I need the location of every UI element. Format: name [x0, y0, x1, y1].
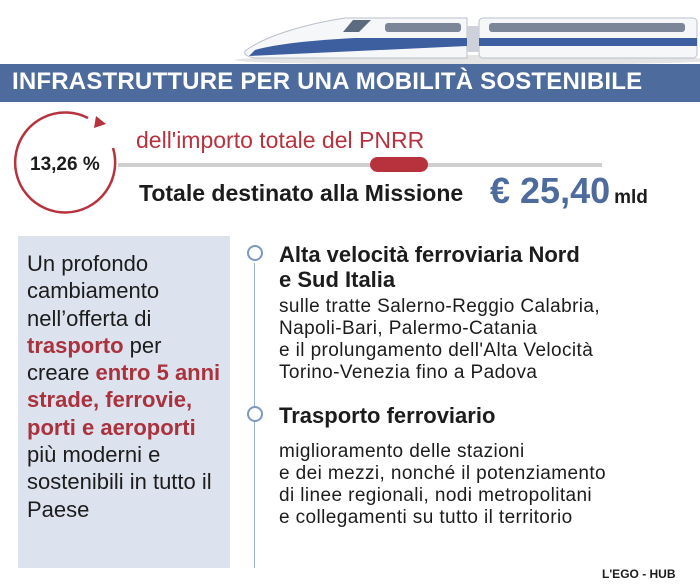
intro-segment: Un profondo cambiamento nell’offerta di	[27, 251, 160, 331]
item-title-line: Trasporto ferroviario	[279, 403, 496, 428]
progress-track	[118, 163, 602, 167]
train-illustration	[235, 6, 700, 66]
timeline-dot-icon	[247, 406, 263, 422]
intro-segment: per creare	[27, 332, 162, 386]
intro-text	[27, 250, 227, 523]
total-amount: € 25,40	[490, 170, 611, 211]
item-title-high-speed	[279, 242, 580, 292]
item-desc-line: miglioramento delle stazioni	[279, 441, 525, 462]
intro-highlight: trasporto	[27, 332, 124, 358]
item-desc-high-speed	[279, 296, 600, 384]
item-desc-line: e dei mezzi, nonché il potenziamento	[279, 463, 607, 484]
total-value	[490, 170, 648, 212]
progress-marker	[370, 157, 428, 172]
share-percent: 13,26 %	[30, 154, 100, 175]
item-desc-line: sulle tratte Salerno-Reggio Calabria,	[279, 296, 601, 317]
item-desc-line: Napoli-Bari, Palermo-Catania	[279, 318, 538, 339]
share-label: dell'importo totale del PNRR	[136, 127, 425, 153]
item-title-line: e Sud Italia	[279, 267, 396, 292]
item-desc-line: Torino-Venezia fino a Padova	[279, 362, 538, 383]
total-label: Totale destinato alla Missione	[139, 180, 464, 206]
intro-highlight: entro 5 anni strade, ferrovie, porti e aeroporti	[27, 360, 221, 440]
page-title: INFRASTRUTTURE PER UNA MOBILITÀ SOSTENIBILE	[12, 68, 643, 95]
item-desc-line: e il prolungamento dell'Alta Velocità	[279, 340, 594, 361]
item-desc-line: e collegamenti su tutto il territorio	[279, 507, 573, 528]
item-desc-line: di linee regionali, nodi metropolitani	[279, 485, 593, 506]
total-unit: mld	[614, 187, 648, 208]
intro-segment: più moderni e sostenibili in tutto il Paese	[27, 442, 212, 522]
item-desc-rail-transport	[279, 441, 606, 529]
source-credit: L'EGO - HUB	[602, 567, 676, 581]
timeline-dot-icon	[247, 245, 263, 261]
item-title-line: Alta velocità ferroviaria Nord	[279, 242, 580, 267]
item-title-rail-transport	[279, 403, 495, 428]
